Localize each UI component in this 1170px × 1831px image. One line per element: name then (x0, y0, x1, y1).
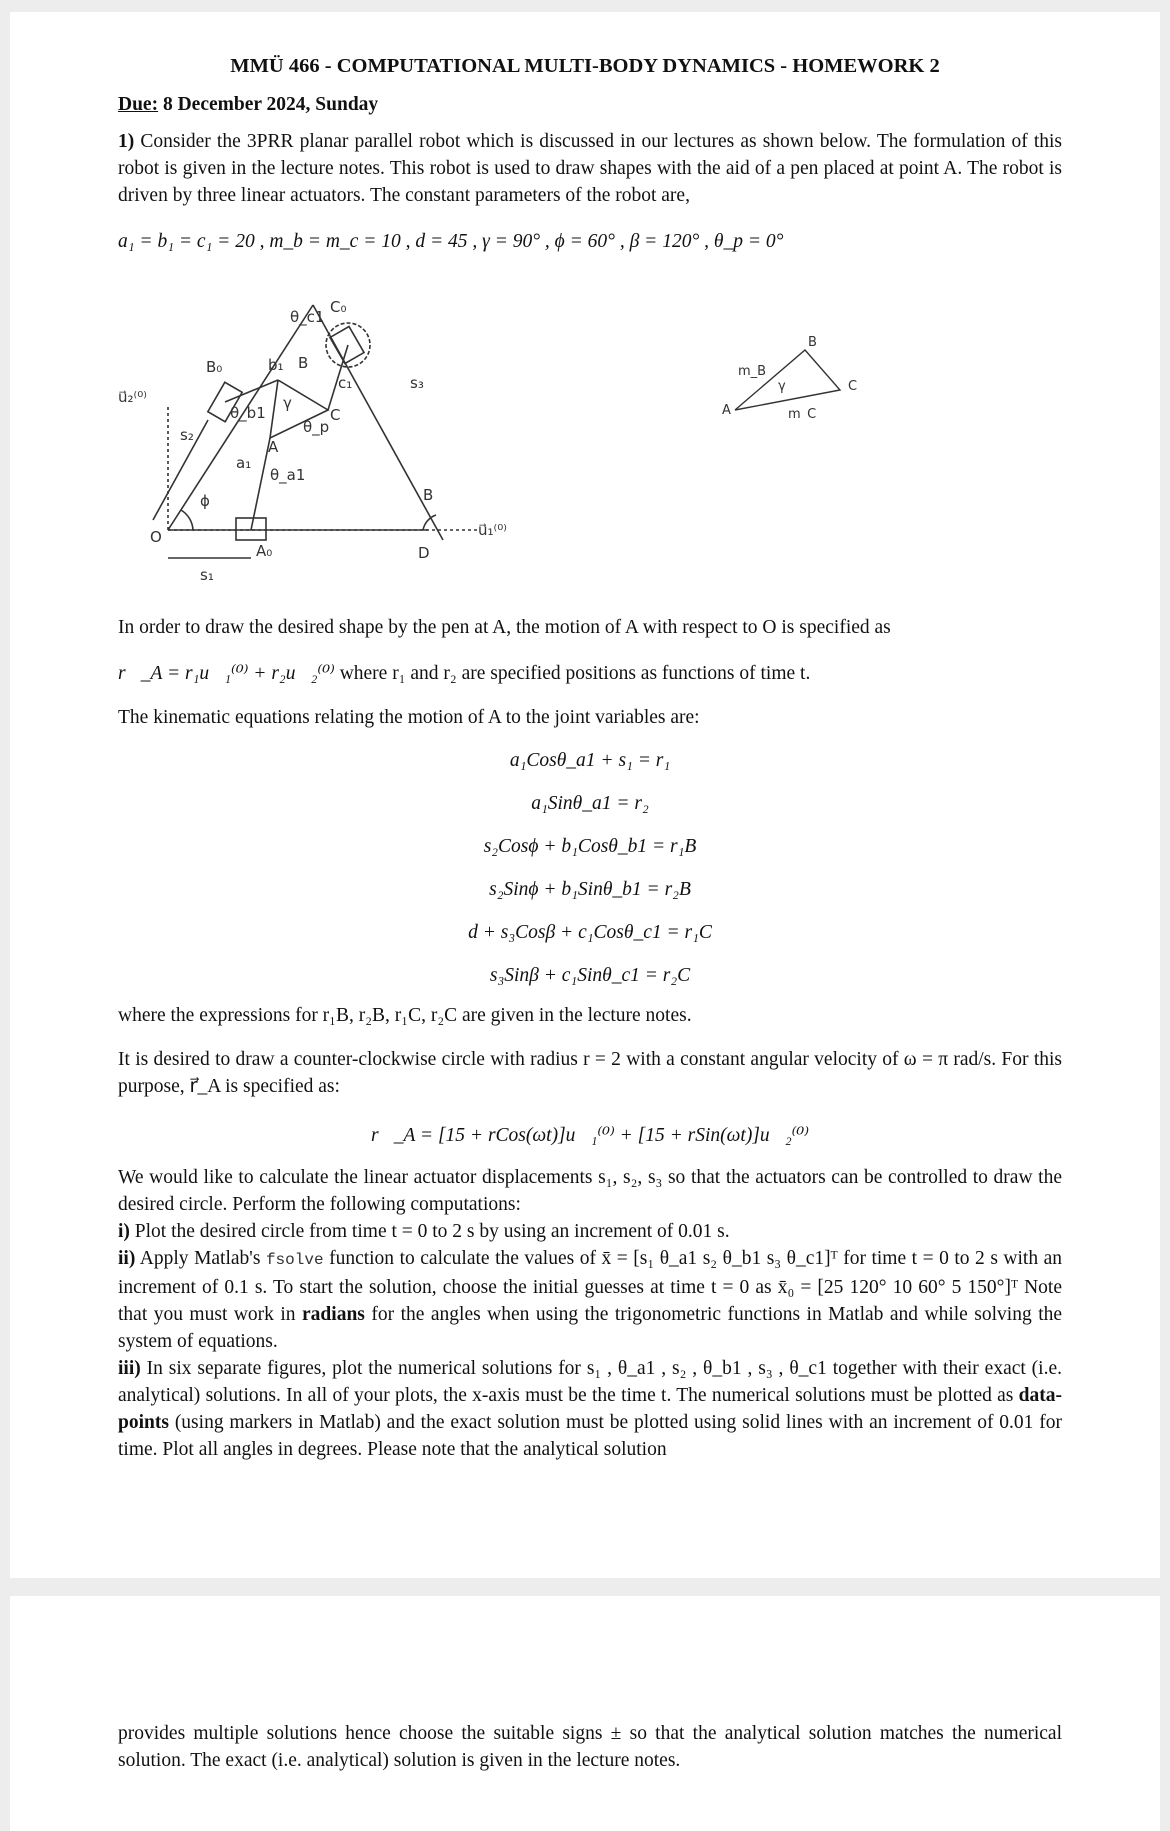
equation-1: a₁Cosθ_a1 + s₁ = r₁ (509, 750, 671, 771)
small-label-a: A (722, 403, 731, 418)
task-iii-bold: data-points (118, 1385, 1062, 1433)
label-b0: B₀ (206, 358, 223, 376)
due-value: 8 December 2024, Sunday (162, 94, 379, 115)
task-iii-text-b: (using markers in Matlab) and the exact solution must be plotted using solid lines with an increment of 0.01 for time. Plot all angles in degrees. Please note that the analytical solution (118, 1412, 1063, 1460)
label-o: O (150, 528, 162, 546)
platform-sketch (720, 330, 870, 420)
ra-definition: r⃗_A = r₁u⃗₁⁽⁰⁾ + r₂u⃗₂⁽⁰⁾ (118, 663, 335, 684)
task-i (118, 1218, 1062, 1245)
label-a0: A₀ (256, 542, 273, 560)
circle-equation: r⃗_A = [15 + rCos(ωt)]u⃗₁⁽⁰⁾ + [15 + rSin(ωt)]u⃗₂⁽⁰⁾ (370, 1125, 810, 1146)
label-c1: c₁ (338, 374, 353, 392)
small-label-c: C (848, 379, 858, 394)
tasks-block (118, 1164, 1062, 1463)
calc-text: We would like to calculate the linear actuator displacements s₁, s₂, s₃ so that the actuators can be controlled to draw the desired circle. Perform the following computations: (118, 1167, 1062, 1215)
problem-intro (118, 128, 1062, 209)
label-gamma: γ (283, 394, 292, 412)
where-text: where the expressions for r₁B, r₂B, r₁C, r₂C are given in the lecture notes. (118, 1005, 692, 1026)
label-a1: a₁ (236, 454, 252, 472)
due-label: Due: (118, 94, 159, 115)
equation-4: s₂Sinϕ + b₁Sinθ_b1 = r₂B (489, 879, 691, 900)
label-theta-p: θ_p (303, 418, 330, 436)
slider-c0 (330, 327, 364, 364)
label-theta-b1: θ_b1 (230, 404, 266, 422)
small-label-b: B (808, 335, 817, 350)
fsolve-code: fsolve (265, 1251, 324, 1269)
label-c0: C₀ (330, 298, 347, 316)
task-i-text: Plot the desired circle from time t = 0 to 2 s by using an increment of 0.01 s. (134, 1221, 730, 1242)
label-s1: s₁ (200, 566, 214, 584)
due-date (118, 94, 378, 116)
task-ii-bold: radians (302, 1304, 365, 1325)
task-ii-text-c: for the angles when using the trigonometric functions in Matlab and while solving the system of equations. (118, 1304, 1063, 1352)
label-s2: s₂ (180, 426, 194, 444)
small-label-gamma: γ (778, 379, 786, 394)
label-theta-c1: θ_c1 (290, 308, 325, 326)
task-ii (118, 1245, 1062, 1355)
label-a: A (268, 438, 279, 456)
phi-arc (181, 510, 193, 530)
problem-number: 1) (118, 131, 135, 152)
label-phi: ϕ (200, 492, 210, 510)
circle-text: It is desired to draw a counter-clockwise circle with radius r = 2 with a constant angular velocity of ω = π rad/s. For this purpose, r⃗_A is specified as: (118, 1049, 1062, 1097)
task-iii-text-a: In six separate figures, plot the numerical solutions for s₁ , θ_a1 , s₂ , θ_b1 , s₃ , θ_c1 together with their exact (i.e. analytical) solutions. In all of your plots, the x-axis must be the time t. The numerical solutions must be plotted as (118, 1358, 1062, 1406)
label-c: C (330, 406, 341, 424)
link-b1 (225, 380, 278, 402)
equation-2: a₁Sinθ_a1 = r₂ (531, 793, 649, 814)
continuation-text: provides multiple solutions hence choose the suitable signs ± so that the analytical solution matches the numerical solution. The exact (i.e. analytical) solution is given in the lecture notes. (118, 1723, 1062, 1771)
parameters: a₁ = b₁ = c₁ = 20 , m_b = m_c = 10 , d = 45 , γ = 90° , ϕ = 60° , β = 120° , θ_p = 0° (118, 231, 784, 252)
label-b: B (298, 354, 309, 372)
robot-figure (118, 290, 678, 590)
task-ii-text-a: Apply Matlab's (139, 1248, 261, 1269)
small-label-mb: m_B (738, 364, 767, 379)
equation-6: s₃Sinβ + c₁Sinθ_c1 = r₂C (489, 965, 691, 986)
task-ii-label: ii) (118, 1248, 136, 1269)
ra-definition-line (118, 660, 1062, 687)
equation-5: d + s₃Cosβ + c₁Cosθ_c1 = r₁C (468, 922, 712, 943)
label-u2: u⃗₂⁽⁰⁾ (118, 388, 147, 406)
ra-definition-tail: where r₁ and r₂ are specified positions as functions of time t. (339, 663, 811, 684)
label-d: D (418, 544, 430, 562)
label-b1: b₁ (268, 356, 284, 374)
task-ii-text-b: function to calculate the values of x̄ = [s₁ θ_a1 s₂ θ_b1 s₃ θ_c1]ᵀ for time t = 0 to 2 s with an increment of 0.1 s. To start the solution, choose the initial guesses at time t = 0 as x̄₀ = [25 120° 10 60° 5 150°]ᵀ Note that you must work in (118, 1248, 1063, 1325)
equation-3: s₂Cosϕ + b₁Cosθ_b1 = r₁B (483, 836, 697, 857)
circle-equation-line (118, 1122, 1062, 1149)
label-theta-a1: θ_a1 (270, 466, 306, 484)
label-s3: s₃ (410, 374, 424, 392)
label-u1: u⃗₁⁽⁰⁾ (478, 521, 507, 539)
equation-block (118, 747, 1062, 987)
page-1 (10, 12, 1160, 1578)
kinematic-intro: The kinematic equations relating the motion of A to the joint variables are: (118, 707, 700, 728)
problem-intro-text: Consider the 3PRR planar parallel robot which is discussed in our lectures as shown below. The formulation of this robot is given in the lecture notes. This robot is used to draw shapes with the aid of a pen placed at point A. The robot is driven by three linear actuators. The constant parameters of the robot are, (118, 131, 1063, 206)
task-iii (118, 1355, 1062, 1463)
parameters-line (118, 228, 1062, 255)
label-b-right: B (423, 486, 434, 504)
task-iii-label: iii) (118, 1358, 141, 1379)
task-i-label: i) (118, 1221, 130, 1242)
motion-text: In order to draw the desired shape by the pen at A, the motion of A with respect to O is specified as (118, 617, 891, 638)
motion-text-block (118, 614, 1062, 731)
homework-title: MMÜ 466 - COMPUTATIONAL MULTI-BODY DYNAMICS - HOMEWORK 2 (230, 55, 940, 77)
small-label-mc: m_C (788, 407, 817, 420)
platform-triangle (735, 350, 840, 410)
page-2 (10, 1596, 1160, 1831)
